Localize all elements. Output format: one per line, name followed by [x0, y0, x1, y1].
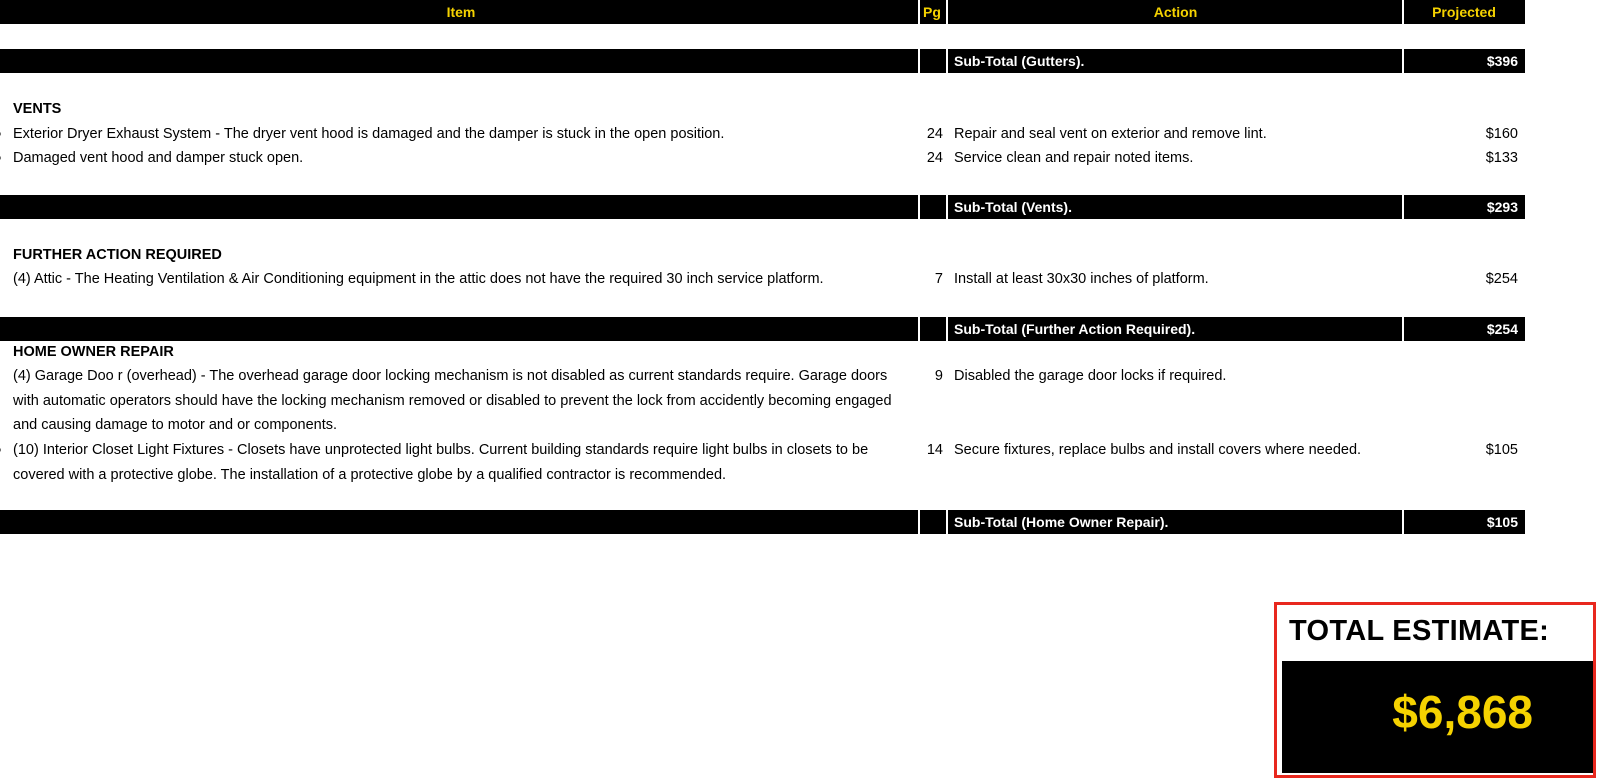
subtotal-amount: $105: [1486, 514, 1518, 530]
row-action: Secure fixtures, replace bulbs and install covers where needed.: [954, 442, 1362, 458]
row-item: (4) Garage Doo r (overhead) - The overhead garage door locking mechanism is not disabled as current standards require. Garage doors with automatic operators should have the locking mechanism removed or disabled to prevent the lock from accidently becoming engaged and causing damage to motor and or components.: [13, 368, 892, 433]
row-item: Exterior Dryer Exhaust System - The dryer vent hood is damaged and the damper is stuck in the open position.: [13, 126, 725, 142]
col-header-pg: Pg: [923, 4, 941, 20]
total-estimate-panel: [1282, 661, 1593, 773]
subtotal-amount: $254: [1486, 321, 1518, 337]
row-amount: $105: [1485, 442, 1518, 458]
row-pg: 9: [934, 368, 943, 384]
row-action: Disabled the garage door locks if required.: [954, 368, 1227, 384]
subtotal-label: Sub-Total (Vents).: [954, 199, 1072, 215]
subtotal-label: Sub-Total (Home Owner Repair).: [954, 514, 1169, 530]
row-pg: 7: [934, 271, 943, 287]
row-action: Repair and seal vent on exterior and remove lint.: [954, 126, 1267, 142]
section-title-vents: VENTS: [13, 101, 62, 117]
col-header-item: Item: [446, 4, 476, 20]
subtotal-amount: $396: [1486, 53, 1518, 69]
row-pg: 24: [926, 150, 943, 166]
row-item: Damaged vent hood and damper stuck open.: [13, 150, 304, 166]
total-estimate-label: TOTAL ESTIMATE:: [1289, 615, 1550, 647]
row-amount: $133: [1485, 150, 1518, 166]
row-item: (4) Attic - The Heating Ventilation & Air Conditioning equipment in the attic does not have the required 30 inch service platform.: [13, 271, 824, 287]
col-header-action: Action: [1153, 4, 1198, 20]
total-estimate-box: [1274, 602, 1596, 778]
subtotal-vents-bar: [0, 195, 1525, 219]
row-action: Service clean and repair noted items.: [954, 150, 1194, 166]
table-header: [0, 0, 1525, 24]
row-action: Install at least 30x30 inches of platform.: [954, 271, 1209, 287]
col-header-projected: Projected: [1432, 4, 1496, 20]
subtotal-amount: $293: [1486, 199, 1518, 215]
subtotal-label: Sub-Total (Gutters).: [954, 53, 1085, 69]
row-pg: 14: [926, 442, 943, 458]
section-title-further-action: FURTHER ACTION REQUIRED: [13, 247, 222, 263]
row-amount: $254: [1485, 271, 1518, 287]
subtotal-label: Sub-Total (Further Action Required).: [954, 321, 1196, 337]
section-title-home-owner-repair: HOME OWNER REPAIR: [13, 344, 174, 360]
subtotal-further-action-bar: [0, 317, 1525, 341]
subtotal-home-owner-repair-bar: [0, 510, 1525, 534]
row-amount: $160: [1485, 126, 1518, 142]
row-item: (10) Interior Closet Light Fixtures - Closets have unprotected light bulbs. Current building standards require light bulbs in closets to be covered with a protective globe. The installation of a protective globe by a qualified contractor is recommended.: [13, 442, 869, 483]
row-pg: 24: [926, 126, 943, 142]
subtotal-gutters-bar: [0, 49, 1525, 73]
total-estimate-value: $6,868: [1392, 686, 1533, 738]
